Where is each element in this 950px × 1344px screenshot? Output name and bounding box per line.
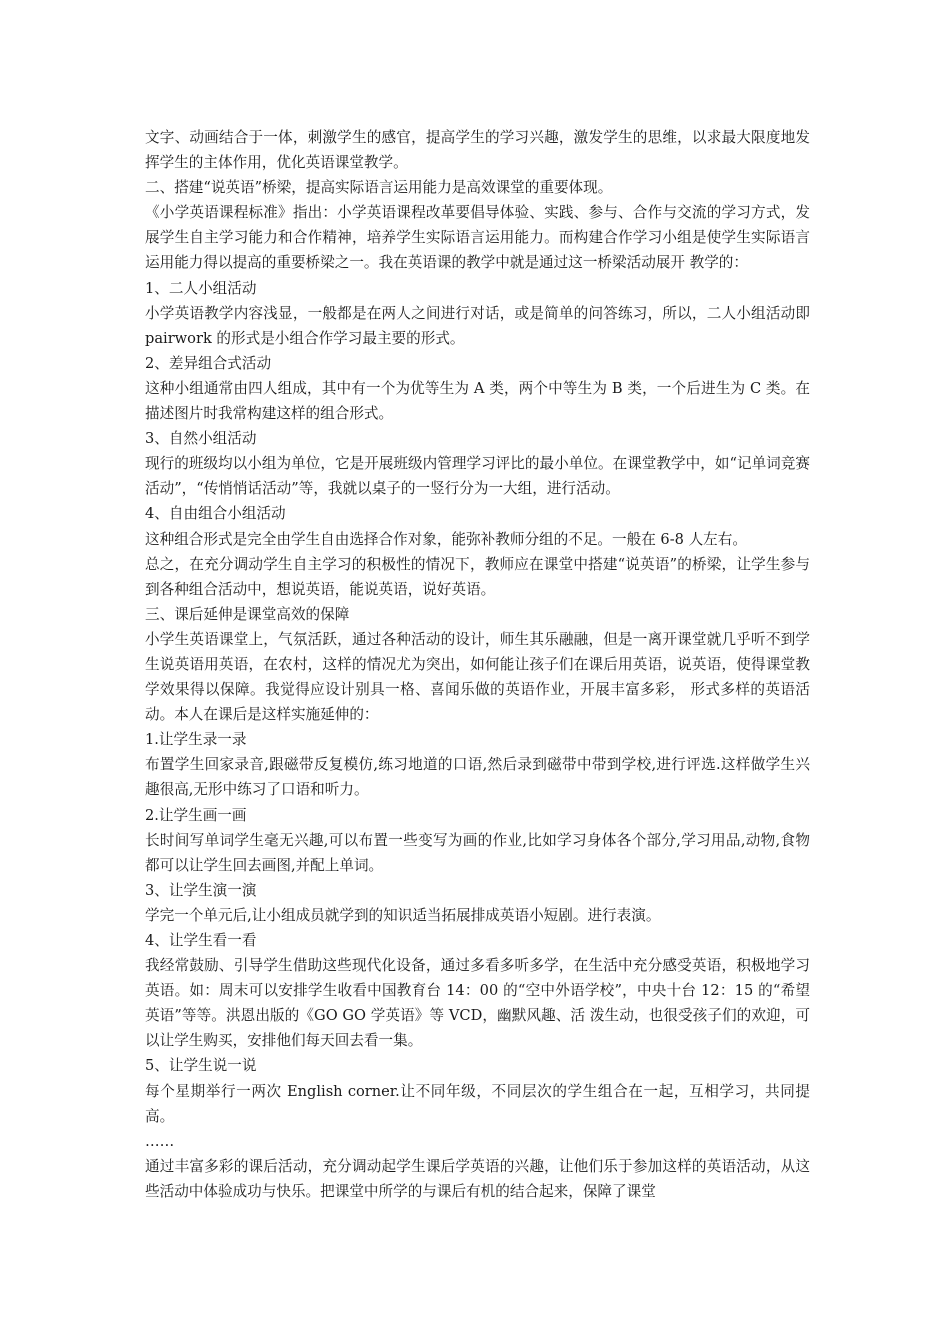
subheading: 3、自然小组活动 (145, 430, 257, 448)
section-heading: 二、搭建“说英语”桥梁，提高实际语言运用能力是高效课堂的重要体现。 (145, 179, 613, 197)
paragraph: 小学英语教学内容浅显，一般都是在两人之间进行对话，或是简单的问答练习，所以，二人小组活动即 pairwork 的形式是小组合作学习最主要的形式。 (145, 304, 810, 347)
paragraph: 每个星期举行一两次 English corner.让不同年级，不同层次的学生组合在一起，互相学习，共同提高。 (145, 1082, 810, 1125)
paragraph: 总之，在充分调动学生自主学习的积极性的情况下，教师应在课堂中搭建“说英语”的桥梁，让学生参与到各种组合活动中，想说英语，能说英语，说好英语。 (145, 555, 810, 598)
document-body (145, 125, 810, 1204)
subheading: 4、自由组合小组活动 (145, 505, 286, 523)
subheading: 4、让学生看一看 (145, 932, 257, 949)
paragraph: 通过丰富多彩的课后活动，充分调动起学生课后学英语的兴趣，让他们乐于参加这样的英语活动，从这些活动中体验成功与快乐。把课堂中所学的与课后有机的结合起来，保障了课堂 (145, 1157, 810, 1200)
subheading: 2、差异组合式活动 (145, 354, 272, 372)
paragraph: 学完一个单元后,让小组成员就学到的知识适当拓展排成英语小短剧。进行表演。 (145, 906, 661, 924)
paragraph: 这种小组通常由四人组成，其中有一个为优等生为 A 类，两个中等生为 B 类，一个后进生为 C 类。在描述图片时我常构建这样的组合形式。 (145, 379, 810, 423)
paragraph: 长时间写单词学生毫无兴趣,可以布置一些变写为画的作业,比如学习身体各个部分,学习用品,动物,食物都可以让学生回去画图,并配上单词。 (145, 831, 810, 874)
paragraph: 现行的班级均以小组为单位，它是开展班级内管理学习评比的最小单位。在课堂教学中，如“记单词竞赛活动”，“传悄悄话活动”等，我就以桌子的一竖行分为一大组，进行活动。 (145, 455, 810, 498)
paragraph: 布置学生回家录音,跟磁带反复模仿,练习地道的口语,然后录到磁带中带到学校,进行评选.这样做学生兴趣很高,无形中练习了口语和听力。 (145, 756, 810, 799)
section-heading: 三、课后延伸是课堂高效的保障 (145, 605, 350, 623)
subheading: 1.让学生录一录 (145, 731, 247, 749)
paragraph: 《小学英语课程标准》指出：小学英语课程改革要倡导体验、实践、参与、合作与交流的学习方式，发展学生自主学习能力和合作精神，培养学生实际语言运用能力。而构建合作学习小组是使学生实际语言运用能力得以提高的重要桥梁之一。我在英语课的教学中就是通过这一桥梁活动展开 教学的： (145, 204, 810, 272)
paragraph: 我经常鼓励、引导学生借助这些现代化设备，通过多看多听多学，在生活中充分感受英语，积极地学习英语。如：周末可以安排学生收看中国教育台 14：00 的“空中外语学校”，中央十台 12：15 的“希望英语”等等。洪恩出版的《GO GO 学英语》等 VCD，幽默风趣、活 泼生动，也很受孩子们的欢迎，可以让学生购买，安排他们每天回去看一集。 (145, 957, 810, 1050)
ellipsis-line: …… (145, 1132, 175, 1150)
paragraph: 文字、动画结合于一体，刺激学生的感官，提高学生的学习兴趣，激发学生的思维，以求最大限度地发挥学生的主体作用，优化英语课堂教学。 (145, 129, 810, 172)
subheading: 5、让学生说一说 (145, 1057, 257, 1075)
subheading: 3、让学生演一演 (145, 881, 257, 899)
paragraph: 这种组合形式是完全由学生自由选择合作对象，能弥补教师分组的不足。一般在 6-8 人左右。 (145, 530, 747, 548)
subheading: 2.让学生画一画 (145, 806, 247, 824)
subheading: 1、二人小组活动 (145, 279, 257, 297)
paragraph: 小学生英语课堂上，气氛活跃，通过各种活动的设计，师生其乐融融，但是一离开课堂就几乎听不到学生说英语用英语，在农村，这样的情况尤为突出，如何能让孩子们在课后用英语，说英语，使得课堂教学效果得以保障。我觉得应设计别具一格、喜闻乐做的英语作业，开展丰富多彩， 形式多样的英语活动。本人在课后是这样实施延伸的： (145, 630, 810, 724)
